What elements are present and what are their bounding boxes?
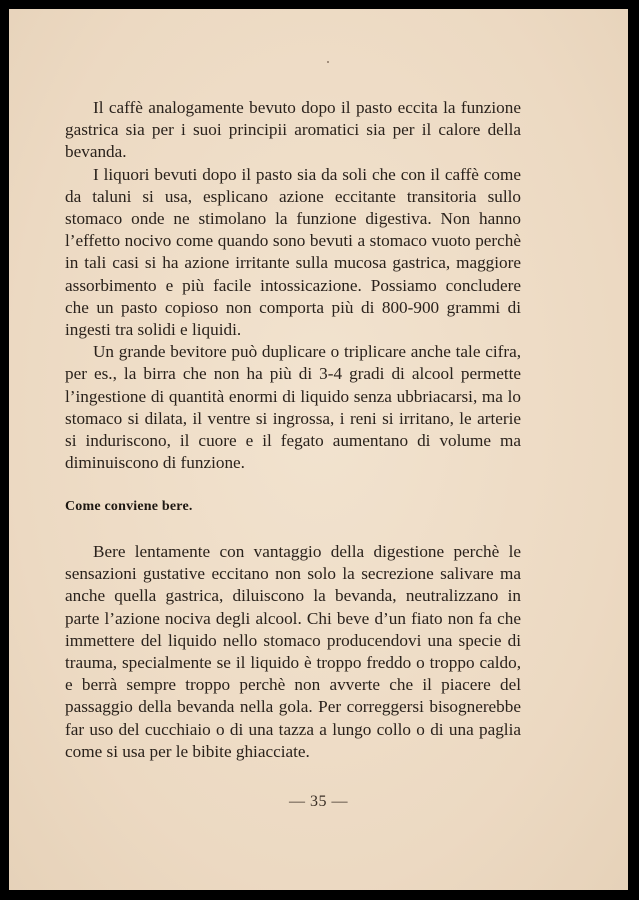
- paragraph-bere-lentamente: Bere lentamente con vantaggio della digestione perchè le sensazioni gustative eccitano non solo la secrezione salivare ma anche quella gastrica, diluiscono la bevanda, neutralizzano in parte l’azione nociva degli alcool. Chi beve d’un fiato non fa che immettere del liquido nello stomaco producendovi una specie di trauma, specialmente se il liquido è troppo freddo o troppo caldo, e berrà sempre troppo perchè non avverte che il piacere del passaggio della bevanda nella gola. Per correggersi bisognerebbe far uso del cucchiaio o di una tazza a lungo collo o di una paglia come si usa per le bibite ghiacciate.: [65, 542, 521, 761]
- paper-speck: [327, 61, 329, 63]
- paragraph-bevitore: Un grande bevitore può duplicare o triplicare anche tale cifra, per es., la birra che non ha più di 3-4 gradi di alcool permette l’ingestione di quantità enormi di liquido senza ubbriacarsi, ma lo stomaco si dilata, il ventre si ingrossa, i reni si irritano, le arterie si induriscono, il cuore e il fegato aumentano di volume ma diminuiscono di funzione.: [65, 342, 521, 473]
- paragraph-caffe: Il caffè analogamente bevuto dopo il pasto eccita la funzione gastrica sia per i suoi principii aromatici sia per il calore della bevanda.: [65, 98, 521, 162]
- paragraph-liquori: I liquori bevuti dopo il pasto sia da soli che con il caffè come da taluni si usa, esplicano azione eccitante transitoria sullo stomaco onde ne stimolano la funzione digestiva. Non hanno l’effetto nocivo come quando sono bevuti a stomaco vuoto perchè in tali casi si ha azione irritante sulla mucosa gastrica, maggiore assorbimento e più facile intossicazione. Possiamo concludere che un pasto copioso non comporta più di 800-900 grammi di ingesti tra solidi e liquidi.: [65, 164, 521, 340]
- book-page: [9, 9, 628, 890]
- page-number: — 35 —: [289, 793, 348, 810]
- section-heading: Come conviene bere.: [65, 499, 193, 514]
- body-text-section-2: [65, 541, 521, 763]
- body-text-section-1: [65, 97, 521, 474]
